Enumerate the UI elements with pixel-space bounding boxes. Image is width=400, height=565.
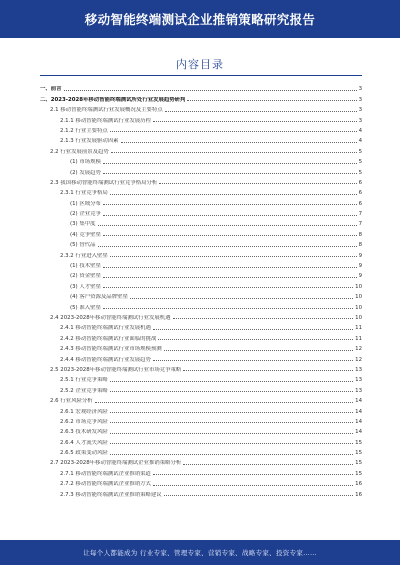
toc-entry[interactable] (40, 425, 362, 435)
toc-entry[interactable] (40, 394, 362, 404)
dot-leader (95, 402, 354, 403)
toc-entry[interactable] (40, 363, 362, 373)
footer-slogan: 让每个人都能成为 行业专家、管理专家、营销专家、战略专家、投资专家…… (83, 549, 317, 557)
toc-page-number: 8 (358, 231, 362, 238)
toc-entry-text: 2.1.3 行业发展驱动因素 (60, 138, 119, 145)
toc-entry-text: 二、2023-2028年移动智能终端测试所处行业发展趋势研判 (40, 96, 186, 103)
toc-entry[interactable] (40, 487, 362, 497)
toc-page-number: 7 (358, 211, 362, 218)
toc-page-number: 3 (358, 96, 362, 103)
toc-entry-text: 一、前言 (40, 86, 62, 93)
dot-leader (110, 443, 353, 444)
toc-page-number: 6 (358, 179, 362, 186)
header-bar (0, 0, 400, 38)
toc-entry-text: 2.6.4 人才流失风险 (60, 439, 108, 446)
table-of-contents (40, 82, 362, 498)
toc-entry-text: 2.6.2 市场竞争风险 (60, 418, 108, 425)
toc-page-number: 14 (355, 408, 362, 415)
toc-entry[interactable] (40, 92, 362, 102)
toc-entry-text: (4) 客户资源及品牌壁垒 (70, 294, 128, 301)
dot-leader (111, 152, 357, 153)
toc-page-number: 13 (355, 387, 362, 394)
dot-leader (159, 183, 356, 184)
dot-leader (158, 339, 353, 340)
dot-leader (110, 422, 353, 423)
toc-entry[interactable] (40, 321, 362, 331)
toc-heading: 内容目录 (176, 58, 224, 71)
toc-entry-text: 2.1 移动智能终端测试行业发展概况及主要特点 (50, 107, 163, 114)
toc-entry[interactable] (40, 186, 362, 196)
dot-leader (103, 308, 353, 309)
toc-entry[interactable] (40, 134, 362, 144)
dot-leader (183, 464, 353, 465)
dot-leader (98, 225, 357, 226)
toc-entry-text: (3) 人才壁垒 (70, 283, 101, 290)
toc-entry-text: 2.4.1 移动智能终端测试行业发展机遇 (60, 325, 151, 332)
toc-entry-text: 2.5.1 行业竞争策略 (60, 377, 108, 384)
toc-page-number: 4 (358, 127, 362, 134)
toc-page-number: 13 (355, 366, 362, 373)
dot-leader (110, 412, 353, 413)
toc-entry-text: 2.6 行业风险分析 (50, 398, 93, 405)
dot-leader (103, 287, 353, 288)
toc-page-number: 5 (358, 159, 362, 166)
dot-leader (153, 121, 357, 122)
toc-entry[interactable] (40, 466, 362, 476)
toc-page-number: 4 (358, 138, 362, 145)
toc-entry[interactable] (40, 415, 362, 425)
toc-entry-text: (5) 替代品 (70, 242, 96, 249)
toc-page-number: 3 (358, 107, 362, 114)
footer-bar (0, 540, 400, 565)
toc-page-number: 10 (355, 314, 362, 321)
toc-page-number: 14 (355, 429, 362, 436)
toc-entry-text: (4) 竞争壁垒 (70, 231, 101, 238)
toc-entry-text: (3) 集中度 (70, 221, 96, 228)
dot-leader (103, 277, 357, 278)
toc-entry-text: 2.7 2023-2028年移动智能终端测试企业推销策略分析 (50, 460, 182, 467)
toc-page-number: 6 (358, 200, 362, 207)
dot-leader (110, 381, 353, 382)
toc-entry-text: 2.7.2 移动智能终端测试企业推销方式 (60, 481, 151, 488)
dot-leader (103, 173, 357, 174)
toc-page-number: 16 (355, 491, 362, 498)
dot-leader (110, 256, 357, 257)
toc-page-number: 14 (355, 418, 362, 425)
toc-entry[interactable] (40, 217, 362, 227)
toc-entry[interactable] (40, 113, 362, 123)
toc-page-number: 9 (358, 273, 362, 280)
dot-leader (153, 474, 353, 475)
dot-leader (183, 370, 353, 371)
toc-page-number: 11 (355, 335, 362, 342)
toc-entry[interactable] (40, 352, 362, 362)
toc-page-number: 5 (358, 148, 362, 155)
dot-leader (103, 215, 357, 216)
toc-entry[interactable] (40, 279, 362, 289)
toc-page-number: 10 (355, 294, 362, 301)
dot-leader (103, 267, 357, 268)
toc-entry[interactable] (40, 82, 362, 92)
toc-entry-text: 2.6.3 技术研发风险 (60, 429, 108, 436)
dot-leader (110, 433, 353, 434)
toc-page-number: 10 (355, 283, 362, 290)
toc-entry[interactable] (40, 383, 362, 393)
dot-leader (121, 142, 357, 143)
toc-page-number: 6 (358, 190, 362, 197)
toc-entry-text: 2.5.2 企业竞争策略 (60, 387, 108, 394)
toc-entry[interactable] (40, 103, 362, 113)
toc-entry[interactable] (40, 300, 362, 310)
toc-entry[interactable] (40, 435, 362, 445)
toc-entry[interactable] (40, 456, 362, 466)
dot-leader (103, 204, 357, 205)
toc-entry[interactable] (40, 259, 362, 269)
toc-entry-text: 2.2 行业发展前景及趋势 (50, 148, 109, 155)
toc-entry[interactable] (40, 331, 362, 341)
toc-entry-text: 2.1.2 行业主要特点 (60, 127, 108, 134)
toc-entry[interactable] (40, 238, 362, 248)
toc-entry-text: 2.3 我国移动智能终端测试行业竞争格局分析 (50, 179, 158, 186)
report-title: 移动智能终端测试企业推销策略研究报告 (84, 12, 316, 27)
toc-entry-text: (2) 发展趋势 (70, 169, 101, 176)
toc-entry[interactable] (40, 248, 362, 258)
dot-leader (164, 495, 353, 496)
toc-page-number: 15 (355, 450, 362, 457)
toc-entry-text: 2.4.2 移动智能终端测试行业面临的挑战 (60, 335, 157, 342)
toc-entry-text: 2.4.3 移动智能终端测试行业市场规模预测 (60, 346, 162, 353)
toc-entry[interactable] (40, 404, 362, 414)
toc-entry[interactable] (40, 165, 362, 175)
toc-entry[interactable] (40, 227, 362, 237)
toc-entry[interactable] (40, 446, 362, 456)
dot-leader (173, 318, 354, 319)
toc-page-number: 15 (355, 439, 362, 446)
toc-entry[interactable] (40, 477, 362, 487)
dot-leader (187, 100, 356, 101)
toc-page-number: 15 (355, 470, 362, 477)
dot-leader (165, 111, 357, 112)
toc-divider (40, 75, 362, 76)
toc-entry-text: (1) 市场规模 (70, 159, 101, 166)
toc-entry-text: (1) 区域分布 (70, 200, 101, 207)
toc-entry[interactable] (40, 196, 362, 206)
toc-entry-text: 2.3.1 行业竞争格局 (60, 190, 108, 197)
toc-entry-text: 2.7.3 移动智能终端测试企业推销策略建议 (60, 491, 162, 498)
dot-leader (103, 235, 357, 236)
toc-entry-text: (2) 企业竞争 (70, 211, 101, 218)
toc-page-number: 7 (358, 221, 362, 228)
toc-entry[interactable] (40, 144, 362, 154)
toc-page-number: 12 (355, 356, 362, 363)
toc-entry-text: 2.4.4 移动智能终端测试行业发展趋势 (60, 356, 151, 363)
toc-page-number: 11 (355, 325, 362, 332)
toc-page-number: 15 (355, 460, 362, 467)
toc-page-number: 3 (358, 86, 362, 93)
toc-entry-text: (2) 资金壁垒 (70, 273, 101, 280)
toc-page-number: 13 (355, 377, 362, 384)
dot-leader (164, 350, 353, 351)
toc-page-number: 16 (355, 481, 362, 488)
toc-entry-text: 2.1.1 移动智能终端测试行业发展历程 (60, 117, 151, 124)
toc-entry-text: 2.6.1 宏观经济风险 (60, 408, 108, 415)
dot-leader (103, 163, 357, 164)
toc-entry[interactable] (40, 373, 362, 383)
toc-entry-text: 2.6.5 政策变动风险 (60, 450, 108, 457)
toc-entry[interactable] (40, 290, 362, 300)
dot-leader (98, 246, 357, 247)
toc-page-number: 9 (358, 263, 362, 270)
toc-entry[interactable] (40, 155, 362, 165)
toc-entry-text: 2.7.1 移动智能终端测试企业推销渠道 (60, 470, 151, 477)
toc-entry-text: (1) 技术壁垒 (70, 263, 101, 270)
toc-entry-text: 2.3.2 行业进入壁垒 (60, 252, 108, 259)
dot-leader (153, 485, 353, 486)
dot-leader (153, 360, 353, 361)
toc-entry-text: 2.4 2023-2028年移动智能终端测试行业发展机遇 (50, 314, 171, 321)
toc-entry[interactable] (40, 124, 362, 134)
toc-page-number: 5 (358, 169, 362, 176)
toc-entry[interactable] (40, 269, 362, 279)
dot-leader (130, 298, 353, 299)
dot-leader (153, 329, 353, 330)
dot-leader (110, 131, 357, 132)
toc-entry[interactable] (40, 342, 362, 352)
toc-page-number: 10 (355, 304, 362, 311)
toc-page-number: 12 (355, 346, 362, 353)
toc-page-number: 14 (355, 398, 362, 405)
toc-page-number: 8 (358, 242, 362, 249)
toc-page-number: 9 (358, 252, 362, 259)
dot-leader (64, 90, 357, 91)
toc-page-number: 3 (358, 117, 362, 124)
dot-leader (110, 194, 357, 195)
toc-entry[interactable] (40, 207, 362, 217)
toc-entry[interactable] (40, 311, 362, 321)
toc-entry-text: (5) 准入壁垒 (70, 304, 101, 311)
toc-entry-text: 2.5 2023-2028年移动智能终端测试行业市场竞争策略 (50, 366, 182, 373)
dot-leader (110, 454, 353, 455)
toc-entry[interactable] (40, 176, 362, 186)
dot-leader (110, 391, 353, 392)
